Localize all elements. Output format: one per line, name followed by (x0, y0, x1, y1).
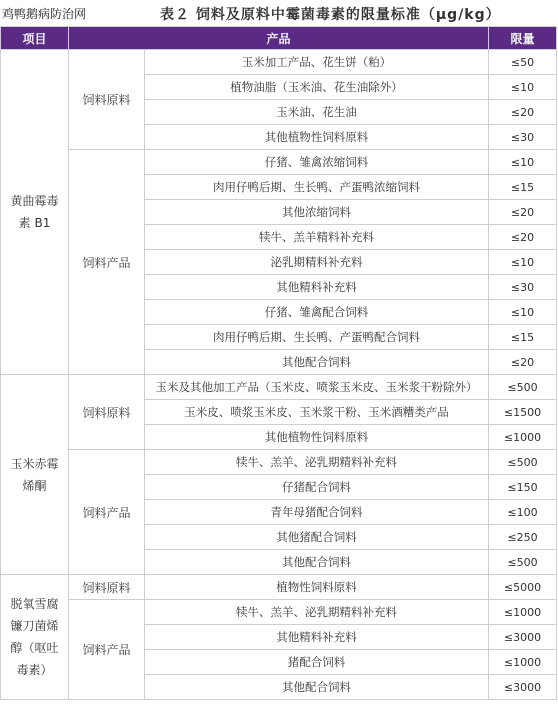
product-cell: 仔猪配合饲料 (145, 475, 489, 500)
header-row (1, 27, 557, 50)
limit-cell: ≤1500 (489, 400, 557, 425)
product-cell: 其他植物性饲料原料 (145, 425, 489, 450)
product-cell: 仔猪、雏禽浓缩饲料 (145, 150, 489, 175)
site-watermark: 鸡鸭鹅病防治网 (2, 7, 87, 21)
limit-cell: ≤10 (489, 250, 557, 275)
product-cell: 其他配合饲料 (145, 675, 489, 700)
table-row (1, 450, 557, 475)
product-cell: 青年母猪配合饲料 (145, 500, 489, 525)
product-cell: 植物性饲料原料 (145, 575, 489, 600)
product-cell: 其他精料补充料 (145, 275, 489, 300)
category-cell: 饲料原料 (69, 575, 145, 600)
limit-cell: ≤3000 (489, 675, 557, 700)
category-cell: 饲料产品 (69, 150, 145, 375)
category-cell: 饲料产品 (69, 600, 145, 700)
limit-cell: ≤30 (489, 275, 557, 300)
product-cell: 植物油脂（玉米油、花生油除外） (145, 75, 489, 100)
product-cell: 肉用仔鸭后期、生长鸭、产蛋鸭配合饲料 (145, 325, 489, 350)
limit-cell: ≤15 (489, 325, 557, 350)
limit-cell: ≤50 (489, 50, 557, 75)
limit-cell: ≤20 (489, 225, 557, 250)
limit-cell: ≤1000 (489, 650, 557, 675)
limit-cell: ≤30 (489, 125, 557, 150)
product-cell: 玉米皮、喷浆玉米皮、玉米浆干粉、玉米酒糟类产品 (145, 400, 489, 425)
product-cell: 其他猪配合饲料 (145, 525, 489, 550)
header-product: 产品 (69, 27, 489, 50)
product-cell: 仔猪、雏禽配合饲料 (145, 300, 489, 325)
limit-cell: ≤10 (489, 150, 557, 175)
limit-cell: ≤150 (489, 475, 557, 500)
product-cell: 犊牛、羔羊精料补充料 (145, 225, 489, 250)
toxin-item-cell: 黄曲霉毒 素 B1 (1, 50, 69, 375)
product-cell: 其他植物性饲料原料 (145, 125, 489, 150)
product-cell: 泌乳期精料补充料 (145, 250, 489, 275)
limit-cell: ≤10 (489, 75, 557, 100)
limit-cell: ≤500 (489, 550, 557, 575)
product-cell: 玉米油、花生油 (145, 100, 489, 125)
toxin-item-cell: 玉米赤霉 烯酮 (1, 375, 69, 575)
header-limit: 限量 (489, 27, 557, 50)
limit-cell: ≤5000 (489, 575, 557, 600)
product-cell: 猪配合饲料 (145, 650, 489, 675)
table-body (1, 50, 557, 700)
header-item: 项目 (1, 27, 69, 50)
limit-cell: ≤10 (489, 300, 557, 325)
product-cell: 犊牛、羔羊、泌乳期精料补充料 (145, 450, 489, 475)
product-cell: 犊牛、羔羊、泌乳期精料补充料 (145, 600, 489, 625)
product-cell: 其他配合饲料 (145, 350, 489, 375)
table-title: 表２ 饲料及原料中霉菌毒素的限量标准（μg/kg） (160, 7, 501, 23)
table-row (1, 375, 557, 400)
product-cell: 玉米及其他加工产品（玉米皮、喷浆玉米皮、玉米浆干粉除外） (145, 375, 489, 400)
toxin-item-cell: 脱氧雪腐 镰刀菌烯 醇（呕吐 毒素） (1, 575, 69, 700)
product-cell: 肉用仔鸭后期、生长鸭、产蛋鸭浓缩饲料 (145, 175, 489, 200)
limit-cell: ≤20 (489, 200, 557, 225)
limit-cell: ≤15 (489, 175, 557, 200)
table-row (1, 150, 557, 175)
limit-cell: ≤1000 (489, 600, 557, 625)
limit-cell: ≤500 (489, 375, 557, 400)
product-cell: 其他精料补充料 (145, 625, 489, 650)
limit-cell: ≤1000 (489, 425, 557, 450)
table-row (1, 600, 557, 625)
limit-cell: ≤3000 (489, 625, 557, 650)
product-cell: 其他浓缩饲料 (145, 200, 489, 225)
table-row (1, 575, 557, 600)
product-cell: 其他配合饲料 (145, 550, 489, 575)
product-cell: 玉米加工产品、花生饼（粕） (145, 50, 489, 75)
mycotoxin-limit-table (0, 26, 557, 700)
limit-cell: ≤250 (489, 525, 557, 550)
limit-cell: ≤20 (489, 100, 557, 125)
category-cell: 饲料原料 (69, 375, 145, 450)
table-row (1, 50, 557, 75)
category-cell: 饲料原料 (69, 50, 145, 150)
limit-cell: ≤20 (489, 350, 557, 375)
limit-cell: ≤100 (489, 500, 557, 525)
limit-cell: ≤500 (489, 450, 557, 475)
category-cell: 饲料产品 (69, 450, 145, 575)
